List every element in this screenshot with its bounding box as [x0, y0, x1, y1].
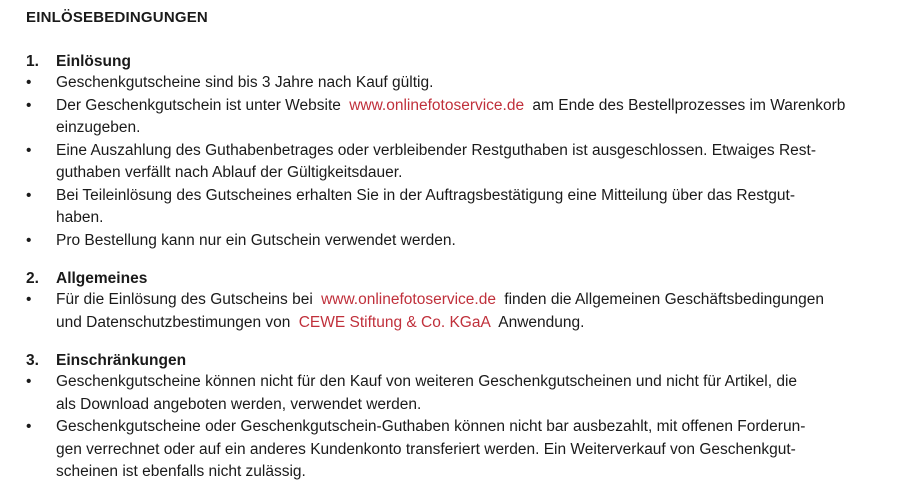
- section-einschraenkungen: [26, 350, 880, 484]
- list-item: [26, 140, 880, 185]
- list-item: [26, 185, 880, 230]
- list-item-text: [56, 72, 880, 95]
- list-item-text: [56, 185, 880, 230]
- bullet: •: [26, 231, 32, 249]
- text-line: scheinen ist ebenfalls nicht zulässig.: [56, 463, 306, 480]
- website-link[interactable]: www.onlinefotoservice.de: [349, 96, 525, 114]
- bullet: •: [26, 186, 32, 204]
- text-line: Geschenkgutscheine sind bis 3 Jahre nach Kauf gültig.: [56, 74, 434, 91]
- text-line: Bei Teileinlösung des Gutscheines erhalten Sie in der Auftragsbestätigung eine Mitteilung über das Restgut-: [56, 186, 796, 204]
- section-title: Einlösung: [56, 53, 131, 70]
- list-item-text: [56, 140, 880, 185]
- section-allgemeines: [26, 268, 880, 334]
- list-item: [26, 95, 880, 140]
- list-item-text: [56, 95, 880, 140]
- list-item: [26, 230, 880, 253]
- text-line: gen verrechnet oder auf ein anderes Kundenkonto transferiert werden. Ein Weiterverkauf von Geschenkgut-: [56, 440, 796, 458]
- text-line: guthaben verfällt nach Ablauf der Gültigkeitsdauer.: [56, 164, 403, 181]
- document-title: EINLÖSEBEDINGUNGEN: [26, 9, 208, 26]
- bullet: •: [26, 74, 32, 91]
- section-title: Einschränkungen: [56, 352, 187, 369]
- website-link[interactable]: www.onlinefotoservice.de: [321, 291, 496, 308]
- text-line: als Download angeboten werden, verwendet werden.: [56, 395, 422, 413]
- text-line: Geschenkgutscheine können nicht für den Kauf von weiteren Geschenkgutscheinen und nicht für Artikel, die: [56, 373, 798, 390]
- section-number: 2.: [26, 270, 39, 287]
- section-list: [26, 72, 880, 252]
- bullet: •: [26, 291, 32, 308]
- bullet: •: [26, 96, 32, 114]
- text-line: Geschenkgutscheine oder Geschenkgutschein-Guthaben können nicht bar ausbezahlt, mit offenen Forderun-: [56, 418, 806, 435]
- section-einloesung: [26, 51, 880, 252]
- section-list: [26, 371, 880, 484]
- section-heading: [26, 51, 880, 72]
- list-item-text: [56, 289, 836, 334]
- company-link[interactable]: CEWE Stiftung & Co. KGaA: [298, 313, 491, 331]
- text-segment: am Ende des Bestellprozesses im Warenkorb einzugeben.: [56, 96, 846, 136]
- section-heading: [26, 268, 880, 289]
- list-item: [26, 371, 880, 416]
- list-item: [26, 289, 880, 334]
- text-line: Pro Bestellung kann nur ein Gutschein verwendet werden.: [56, 231, 456, 249]
- bullet: •: [26, 418, 32, 435]
- section-title: Allgemeines: [56, 270, 148, 287]
- bullet: •: [26, 141, 32, 159]
- text-segment: finden die Allgemeinen Geschäftsbedingungen und Datenschutzbestimungen von: [56, 291, 825, 331]
- list-item-text: [56, 416, 880, 484]
- text-line: Eine Auszahlung des Guthabenbetrages oder verbleibender Restguthaben ist ausgeschlossen. Etwaiges Rest-: [56, 141, 816, 159]
- list-item: [26, 72, 880, 95]
- list-item-text: [56, 371, 880, 416]
- bullet: •: [26, 373, 32, 390]
- section-number: 3.: [26, 352, 39, 369]
- section-list: [26, 289, 880, 334]
- text-segment: Der Geschenkgutschein ist unter Website: [56, 96, 341, 114]
- text-line: haben.: [56, 209, 104, 226]
- text-segment: Für die Einlösung des Gutscheins bei: [56, 291, 313, 308]
- section-heading: [26, 350, 880, 371]
- list-item-text: [56, 230, 880, 253]
- section-number: 1.: [26, 53, 39, 70]
- list-item: [26, 416, 880, 484]
- text-segment: Anwendung.: [498, 313, 585, 331]
